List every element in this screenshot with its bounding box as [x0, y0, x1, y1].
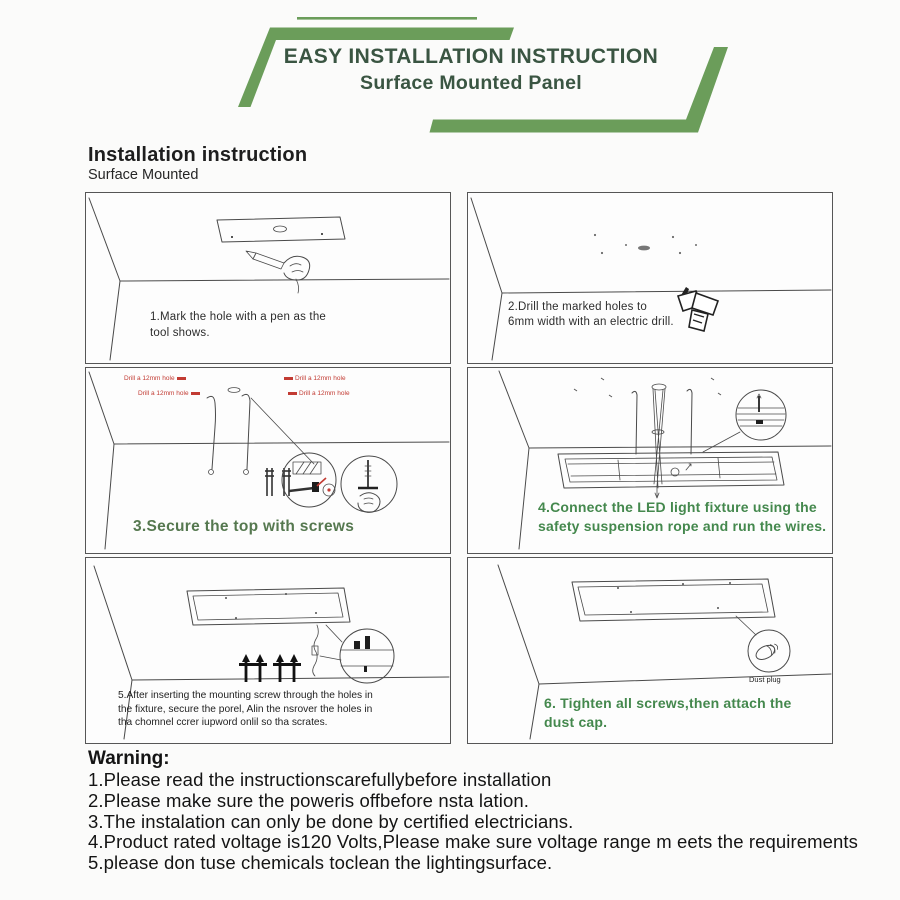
callout-pointer-line-2	[320, 656, 341, 660]
screws	[265, 468, 291, 496]
warning-item-4: 4.Product rated voltage is120 Volts,Please make sure voltage range m eets the requirements	[88, 831, 858, 853]
callout-pointer-line	[251, 398, 314, 464]
ceiling-hole	[228, 388, 240, 393]
hanging-wires	[207, 394, 250, 474]
mounting-screws	[239, 654, 301, 682]
step-2-illustration	[468, 193, 832, 363]
hole-label-2: Drill a 12mm hole	[138, 390, 202, 397]
page-subtitle: Surface Mounted	[88, 167, 199, 183]
step-6-caption: 6. Tighten all screws,then attach the dust cap.	[544, 695, 792, 730]
banner-title: EASY INSTALLATION INSTRUCTION	[283, 45, 659, 68]
hanging-cord	[312, 625, 318, 676]
callout-channel-detail	[340, 629, 394, 683]
step-6-panel	[467, 557, 833, 744]
hole-label-4: Drill a 12mm hole	[286, 390, 350, 397]
callout-pointer-line	[326, 625, 342, 642]
step-2-caption: 2.Drill the marked holes to 6mm width with an electric drill.	[508, 301, 674, 328]
ceiling-line	[499, 371, 831, 448]
ceiling-marks	[574, 378, 721, 397]
step-2-panel	[467, 192, 833, 364]
banner-top-line	[297, 17, 477, 20]
warning-item-3: 3.The instalation can only be done by certified electricians.	[88, 810, 574, 832]
mounted-panel	[572, 579, 775, 621]
callout-pointer-line	[736, 616, 756, 635]
led-fixture	[187, 588, 350, 625]
callout-pointer-line	[703, 432, 740, 452]
step-4-panel	[467, 367, 833, 554]
led-fixture	[558, 452, 784, 488]
callout-bracket-detail	[736, 390, 786, 440]
pen-hand-icon	[246, 251, 310, 293]
warning-item-2: 2.Please make sure the poweris offbefore nsta lation.	[88, 789, 529, 811]
step-1-panel	[85, 192, 451, 364]
ceiling-line	[498, 565, 831, 684]
banner-subtitle: Surface Mounted Panel	[360, 72, 582, 94]
step-1-caption: 1.Mark the hole with a pen as the tool shows.	[150, 311, 327, 339]
step-5-caption: 5.After inserting the mounting screw through the holes in the fixture, secure the porel, Alin the nsrover the holes in tha chomnel ccrer iupword onlil so tha scrates.	[118, 690, 373, 728]
marked-holes	[594, 234, 697, 254]
dust-plug-callout	[748, 630, 790, 672]
warning-section	[88, 748, 858, 874]
ceiling-line	[471, 198, 831, 293]
drill-icon	[678, 287, 718, 331]
warning-item-1: 1.Please read the instructionscarefullybefore installation	[88, 769, 552, 790]
step-3-panel	[85, 367, 451, 554]
warning-title: Warning:	[88, 748, 170, 769]
step-3-caption: 3.Secure the top with screws	[133, 518, 355, 535]
page-title: Installation instruction	[88, 144, 308, 166]
callout-anchor-hammer	[282, 453, 336, 507]
callout-screw-hand	[341, 456, 397, 512]
warning-item-5: 5.please don tuse chemicals toclean the lightingsurface.	[88, 852, 553, 874]
dust-plug-label: Dust plug	[749, 675, 781, 684]
hole-label-3: Drill a 12mm hole	[282, 375, 346, 382]
step-5-panel	[85, 557, 451, 744]
mounting-plate	[217, 217, 345, 242]
wall-corner-line	[110, 281, 120, 360]
wall-corner-line	[530, 684, 539, 739]
wall-corner-line	[492, 293, 502, 360]
step-4-caption: 4.Connect the LED light fixture using the safety suspension rope and run the wires.	[538, 499, 827, 534]
wall-corner-line	[519, 448, 529, 549]
ceiling-line	[89, 198, 449, 281]
wall-corner-line	[105, 444, 114, 549]
ceiling-line	[89, 372, 449, 444]
hole-label-1: Drill a 12mm hole	[124, 375, 188, 382]
